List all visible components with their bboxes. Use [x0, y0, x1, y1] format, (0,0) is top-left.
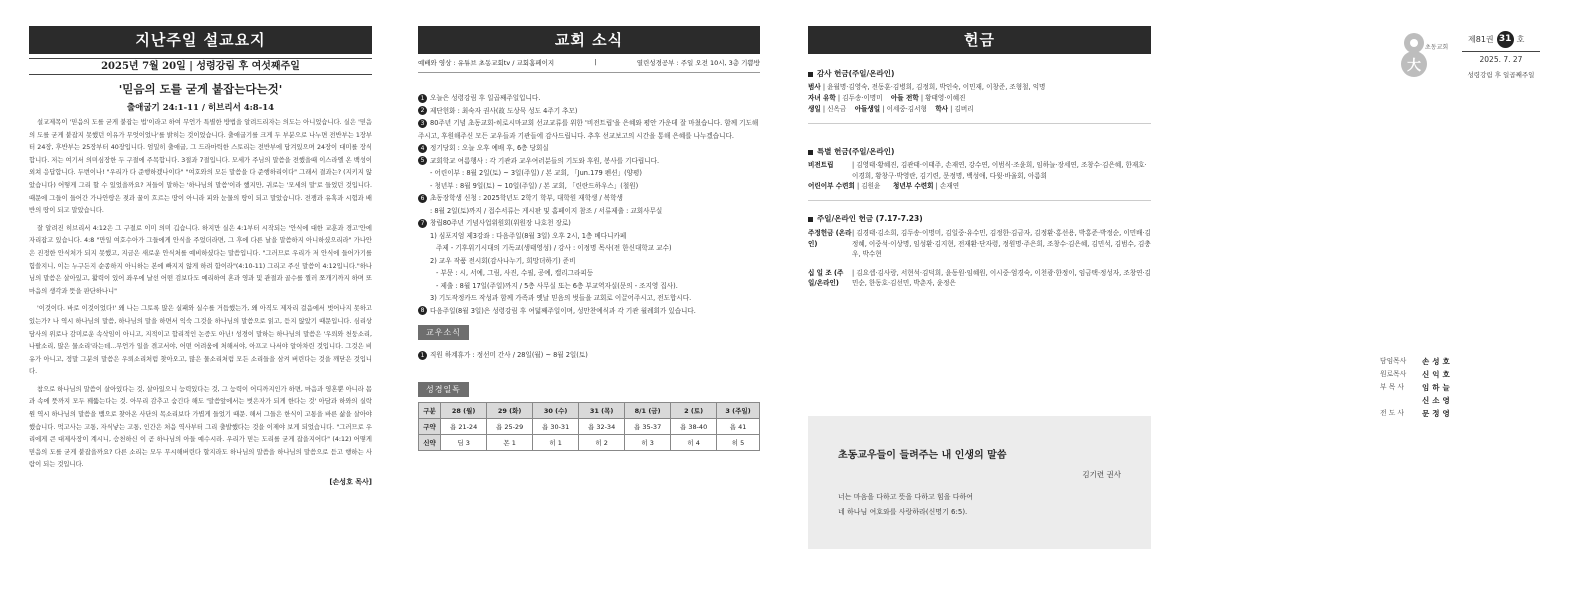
news-item: 5 교회학교 여름행사 : 각 기관과 교우여러분들의 기도와 후원, 봉사를 기다립니다. [418, 155, 760, 168]
number-badge: 6 [418, 194, 427, 203]
number-badge: 7 [418, 219, 427, 228]
table-header: 8/1 (금) [625, 402, 671, 418]
news-item: 6 초동장학생 신청 : 2025학년도 2학기 학부, 대학원 재학생 / 복학생 [418, 192, 760, 205]
life-verse-box [808, 416, 1151, 549]
table-cell: 구약 [419, 418, 441, 434]
offering-line: 생일 | 신옥금 아들생일 | 이세중·김서형 학사 | 김버리 [808, 105, 974, 113]
table-header-row [419, 402, 760, 418]
table-cell: 딤 3 [441, 434, 487, 450]
sermon-paragraph: 참으로 하나님의 말씀이 살아있다는 것, 살아있으니 능력있다는 것, 그 능력이 어디까지인가 하면, 마음과 영혼뿐 아니라 몸과 속에 뜻까지 모두 꿰뚫는다는 것. 아무리 감추고 숨긴다 해도 '말씀앞에서는 벗은자가 되게 한다는 것' 아담과 하와의 실락원 역시 하나님의 말씀을 뱀으로 찾아온 사단의 목소리보다 가볍게 들었기 때문. 해서 그들은 한식이 고통을 바른 삶을 살아야했습니다. 먹고사는 고통, 자식낳는 고통, 인간은 처음 역사부터 그리 출발했다는 것을 이제야 보게 되었습니다. "그러므로 우리에게 큰 대제사장이 계시니, 승천하신 이 곧 하나님의 아들 예수시라. 우리가 믿는 도리를 굳게 잡을지어다" (4:12) 어떻게 믿음의 도를 굳게 붙잡을까요? 다른 소리는 모두 무시해버린다 할지라도 하나님의 말씀을 하나님의 말씀으로 듣고 행하는 사람이 되는 것입니다. [29, 385, 372, 469]
table-row [419, 434, 760, 450]
special-offering-section [808, 146, 1151, 192]
table-cell: 히 4 [671, 434, 717, 450]
sermon-scripture: 출애굽기 24:1-11 / 히브리서 4:8-14 [126, 103, 275, 113]
news-subitem: - 부문 : 시, 서예, 그림, 사진, 수필, 공예, 캘리그라피등 [436, 269, 594, 277]
news-subitem: - 어린이부 : 8월 2일(토) ~ 3일(주일) / 본 교회, 「Jun.179 펜션」(양평) [430, 169, 642, 177]
number-badge: 4 [418, 144, 427, 153]
news-subitem: 주제 - 기후위기시대의 기독교(생태영성) / 강사 : 이정명 목사(전 한신대학교 교수) [436, 244, 672, 252]
square-bullet-icon [808, 150, 813, 155]
news-subitem: - 제출 : 8월 17일(주일)까지 / 5층 사무실 또는 6층 부교역자실(문의 - 조지영 집사). [436, 281, 678, 290]
news-item: 3 80주년 기념 초동교회-히로시마교회 선교교류를 위한 '비전트립'을 은혜와 평안 가운데 잘 마쳤습니다. 함께 기도해주시고, 후원해주신 모든 교우들과 기관들에 감사드립니다. 추후 선교보고의 시간을 통해 은혜를 나누겠습니다. [418, 119, 759, 140]
number-badge: 1 [418, 94, 427, 103]
staff-list [1380, 355, 1453, 420]
section-title: 주일/온라인 헌금 (7.17-7.23) [808, 213, 1151, 224]
news-subitem: 1) 심포지엄 제3강좌 : 다음주일(8월 3일) 오후 2시, 1층 베다니카페 [430, 231, 627, 240]
table-cell: 몬 1 [487, 434, 533, 450]
table-cell: 욥 38-40 [671, 418, 717, 434]
sermon-paragraph: 설교제목이 '믿음의 도를 굳게 붙잡는 법'이라고 하여 무언가 특별한 방법을 알려드리자는 의도는 아니었습니다. 실은 '믿음의 도를 굳게 붙잡지 못했던 이유가 무엇이었나'를 밝히는 것이었습니다. 출애굽기를 크게 두 부분으로 나누면 전반부는 1장부터 24장, 후반부는 25장부터 40장입니다. 엄밀히 출애굽, 그 드라마틱한 스토리는 전반부에 담겨있으며 24장이 대미를 장식합니다. 저는 여기서 의미심장한 두 구절에 주목합니다. 3절과 7절입니다. 모세가 주님의 말씀을 전했을때 이스라엘 온 백성이 외쳐 응답합니다. 두번이나! "우리가 다 준행하겠나이다" "여호와의 모든 말씀을 다 준행하리이다" 그래서 결과는? (지키지 않았습니다) 어떻게 그리 할 수 있었을까요? 저들이 말하는 '하나님의 말씀'이라 했지만, 귀로는 '모세의 말'로 들었던 것입니다. 때문에 그들이 들어간 가나안땅은 젖과 꿀이 흐르는 땅이 아니라 피와 눈물의 땅이 되고 말았습니다. 전쟁과 유혹과 시험과 배반의 땅이 되고 말았습니다. [29, 119, 372, 215]
table-header: 28 (월) [441, 402, 487, 418]
bible-reading-table [418, 402, 760, 451]
table-cell: 히 3 [625, 434, 671, 450]
table-cell: 신약 [419, 434, 441, 450]
offering-row: 주정헌금 (온라인) | 김경태·김소희, 김두송·이명미, 김일중·유수민, 김정한·김금자, 김정환·홍선용, 박홍준·박정순, 이민배·김정혜, 이중석·이상명, 임성환·김지현, 전재환·단자령, 정원명·주은희, 조창수·김은혜, 김민석, 김범수, 김충우, 박수현 [808, 229, 1151, 258]
sermon-column [29, 26, 372, 487]
table-cell: 욥 35-37 [625, 418, 671, 434]
offering-row: 비전트립 | 김영태·황혜진, 김관태·이태주, 손재연, 강수연, 이범식·조윤희, 임하늘·장세연, 조창수·김은혜, 한재호·이경희, 황창구·박영란, 김기련, 문정명, 백성애, 다윗·바울회, 아름회 [808, 161, 1147, 180]
staff-row: 신소영 [1422, 396, 1453, 405]
table-header: 2 (토) [671, 402, 717, 418]
table-cell: 히 2 [579, 434, 625, 450]
section-title: 감사 헌금(주일/온라인) [808, 68, 1151, 79]
table-header: 31 (목) [579, 402, 625, 418]
svg-text:大: 大 [1407, 58, 1421, 74]
table-cell: 욥 30-31 [533, 418, 579, 434]
issue-number-badge: 31 [1497, 31, 1514, 48]
number-badge: 8 [418, 306, 427, 315]
volume-issue: 제81권 31 호 [1468, 31, 1524, 48]
news-list [418, 92, 760, 317]
table-cell: 욥 25-29 [487, 418, 533, 434]
sermon-author: [손성호 목사] [329, 478, 372, 487]
news-header: 교회 소식 [418, 26, 760, 54]
offering-column [808, 26, 1151, 289]
table-cell: 히 5 [717, 434, 760, 450]
news-column [418, 26, 760, 451]
number-badge: 5 [418, 156, 427, 165]
news-subitem: 3) 기도작정카드 작성과 함께 가족과 옛날 믿음의 벗들을 교회로 이끌어주시고, 전도합시다. [430, 294, 692, 302]
square-bullet-icon [808, 217, 813, 222]
church-name: 초동교회 [1425, 44, 1449, 51]
table-row [419, 418, 760, 434]
news-subitem: 2) 교우 작품 전시회(감사나누기, 희망더하기) 준비 [430, 256, 576, 265]
news-item: 7 창립80주년 기념사업위원회(위원장 나호천 장로) [418, 217, 760, 230]
staff-row: 담임목사 손성호 [1380, 357, 1453, 366]
staff-row: 전 도 사 문정영 [1380, 409, 1453, 418]
offering-line: 자녀 유학 | 김두송·이명미 아들 전학 | 황태영·이혜진 [808, 94, 966, 102]
member-news-item: 1 직원 하계휴가 : 정선미 간사 / 28일(월) ~ 8월 2일(토) [418, 349, 760, 362]
offering-line: 어린이부 수련회 | 김원윤 청년부 수련회 | 손재연 [808, 182, 960, 190]
table-header: 구분 [419, 402, 441, 418]
table-header: 29 (화) [487, 402, 533, 418]
offering-header: 헌금 [808, 26, 1151, 54]
staff-row: 부 목 사 임하늘 [1380, 383, 1453, 392]
sermon-header: 지난주일 설교요지 [29, 26, 372, 54]
table-cell: 욥 32-34 [579, 418, 625, 434]
offering-row: 십 일 조 (주일/온라인) | 김요셉·김사랑, 서현석·김덕희, 윤동원·임혜원, 이시중·엄경숙, 이천광·한정이, 임금택·정성자, 조창연·김민순, 한동호·김선민, 박춘자, 윤정은 [808, 268, 1151, 287]
table-cell: 히 1 [533, 434, 579, 450]
number-badge: 3 [418, 119, 427, 128]
news-item: 8 다음주일(8월 3일)은 성령강림 후 여덟째주일이며, 성만찬예식과 각 기관 월례회가 있습니다. [418, 305, 760, 318]
number-badge: 1 [418, 351, 427, 360]
table-cell: 욥 21-24 [441, 418, 487, 434]
table-header: 3 (주일) [717, 402, 760, 418]
sermon-body [29, 117, 372, 472]
news-subitem: : 8월 2일(토)까지 / 접수서류는 게시판 및 홈페이지 참조 / 서류제출 : 교회사무실 [430, 206, 663, 215]
news-item: 2 제단헌화 : 최숙자 권사(故 도상묵 성도 4주기 추모) [418, 105, 760, 118]
news-item: 4 정기당회 : 오늘 오후 예배 후, 6층 당회실 [418, 142, 760, 155]
table-header: 30 (수) [533, 402, 579, 418]
weekly-offering-section [808, 213, 1151, 289]
news-subitem: - 청년부 : 8월 9일(토) ~ 10일(주일) / 본 교회, 「린란드하우스」(철원) [430, 181, 639, 190]
news-item: 1 오늘은 성령강림 후 일곱째주일입니다. [418, 92, 760, 105]
life-verse-title: 초동교우들이 들려주는 내 인생의 말씀 [838, 450, 1007, 461]
table-cell: 욥 41 [717, 418, 760, 434]
thanks-offering-section [808, 68, 1151, 115]
offering-line: 범사 | 윤월명·김영숙, 전동훈·김병희, 김정희, 박인숙, 이민재, 이창준, 조형철, 익명 [808, 83, 1046, 91]
members-news-tag: 교우소식 [418, 325, 469, 340]
bulletin-subtitle: 성령강림 후 일곱째주일 [1467, 71, 1535, 79]
sermon-date: 2025년 7월 20일 | 성령강림 후 여섯째주일 [29, 58, 372, 75]
number-badge: 2 [418, 106, 427, 115]
life-verse-author: 김기련 권사 [1082, 470, 1121, 479]
bible-study-info: 열린성경공부 : 주일 오전 10시, 3층 기쁨방 [636, 59, 760, 67]
worship-video-info: 예배와 영상 : 유튜브 초동교회tv / 교회홈페이지 [418, 59, 555, 67]
bulletin-date: 2025. 7. 27 [1462, 51, 1540, 64]
section-title: 특별 헌금(주일/온라인) [808, 146, 1151, 157]
worship-separator: | [594, 58, 597, 66]
church-logo-icon [1395, 30, 1433, 80]
staff-row: 원로목사 신익호 [1380, 370, 1453, 379]
sermon-title: '믿음의 도를 굳게 붙잡는다는것' [118, 82, 283, 96]
worship-info [418, 58, 760, 73]
sermon-paragraph: '이것이다. 바로 이것이었다!' 왜 나는 그토록 많은 실패와 실수를 거듭했는가, 왜 아직도 제자리 걸음에서 벗어나지 못하고 있는가? 나 역시 하나님의 말씀, 하나님의 말을 하면서 익숙 그것을 하나님의 말씀으로 읽고, 듣지 않았기 때문입니다. 심리상담사의 위로나 감미로운 속삭임이 아니고, 지적이고 합리적인 논증도 아닌! 성경이 말하는 하나님의 말씀은 '우뢰와 천둥소리, 나팔소리, 많은 물소리'라는데...무언가 일을 겪고서야, 어떤 어려움에 처해서야, 아프고 나서야 알아차린 것입니다. 그것은 비유가 아니고, 정말 그분의 말씀은 우뢰소리처럼 찾아오고, 많은 물소리처럼 모든 소리들을 삼켜 버린다는 것을 깨닫은 것입니다. [29, 305, 372, 376]
sermon-paragraph: 잘 알려진 히브리서 4:12은 그 구절로 이미 의미 깁습니다. 하지만 실은 4:1부터 시작되는 '안식에 대한 교훈과 경고'안에 자리잡고 있습니다. 4:8 "만일 여호수아가 그들에게 안식을 주었더라면, 그 후에 다른 날을 말씀하지 아니하셨으리라" 가나안은 진정한 안식처가 되지 못했고, 지금은 새로운 안식처를 예비하셨다는 말씀입니다. "그러므로 우리가 저 안식에 들어가기를 힘쓸지니, 이는 누구든지 순종하지 아니하는 본에 빠지지 않게 하려 함이라"(4:10-11) 그리고 주신 말씀이 4:12입니다."하나님의 말씀은 살아있고, 활력이 있어 좌우에 날선 어떤 검보다도 예리하여 혼과 영과 및 관절과 골수를 찔러 쪼개기까지 하며 또 마음의 생각과 뜻을 판단하나니" [29, 224, 372, 295]
life-verse-text: 너는 마음을 다하고 뜻을 다하고 힘을 다하여 네 하나님 여호와를 사랑하라(신명기 6:5). [838, 493, 974, 516]
divider [808, 123, 1151, 124]
divider [808, 200, 1151, 201]
square-bullet-icon [808, 72, 813, 77]
bible-reading-tag: 성경일독 [418, 382, 469, 397]
